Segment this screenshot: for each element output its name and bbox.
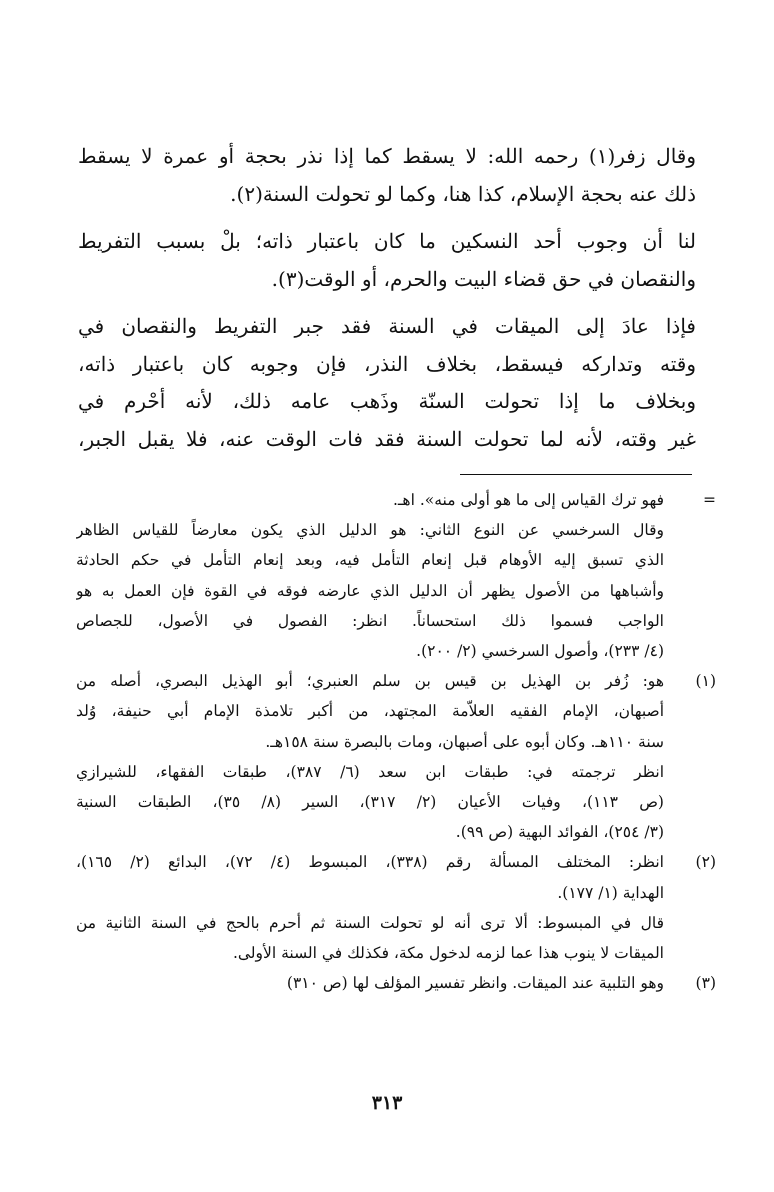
footnote-number: (٣) [695,974,716,993]
footnote-line: فهو ترك القياس إلى ما هو أولى منه». اهـ. [392,491,664,509]
footnote-line: وهو التلبية عند الميقات. وانظر تفسير المؤلف لها (ص ٣١٠) [286,974,664,993]
footnote-line: هو: زُفر بن الهذيل بن قيس بن سلم العنبري؛ أبو الهذيل البصري، أصله من [76,672,664,691]
text-line: وقته وتداركه فيسقط، بخلاف النذر، فإن وجوبه كان باعتبار ذاته، [78,351,697,376]
footnote-3 [76,968,716,998]
footnote-block [76,757,716,848]
footnote-line: الميقات لا ينوب هذا عما لزمه لدخول مكة، فكذلك في السنة الأولى. [232,944,664,963]
text-line: وقال زفر(١) رحمه الله: لا يسقط كما إذا نذر بحجة أو عمرة لا يسقط [78,144,697,168]
footnote-line: قال في المبسوط: ألا ترى أنه لو تحولت السنة ثم أحرم بالحج في السنة الثانية من [76,913,664,932]
paragraph-1 [78,138,696,213]
text-line: وبخلاف ما إذا تحولت السنّة وذَهب عامه ذلك، لأنه أحْرم في [78,389,696,413]
footnote-number: (٢) [695,853,716,872]
footnote-line: انظر ترجمته في: طبقات ابن سعد (٦/ ٣٨٧)، طبقات الفقهاء، للشيرازي [76,762,664,781]
footnote-separator [460,474,692,475]
page-number: ٣١٣ [371,1092,403,1114]
footnote-continuation [76,485,716,515]
footnote-line: وأشباهها من الأصول يظهر أن الدليل الذي عارضه فوقه في القوة فإن العمل به هو [76,581,664,600]
footnote-line: الذي تسبق إليه الأوهام قبل إنعام التأمل فيه، وبعد إنعام التأمل في حكم الحادثة [76,551,664,570]
footnote-line: انظر: المختلف المسألة رقم (٣٣٨)، المبسوط (٤/ ٧٢)، البدائع (٢/ ١٦٥)، [76,853,664,872]
paragraph-2 [78,223,696,298]
footnote-line: (٣/ ٢٥٤)، الفوائد البهية (ص ٩٩). [455,823,664,842]
footnote-line: الواجب فسموا ذلك استحساناً. انظر: الفصول في الأصول، للجصاص [76,611,664,630]
footnote-line: الهداية (١/ ١٧٧). [557,883,664,902]
footnote-line: (ص ١١٣)، وفيات الأعيان (٢/ ٣١٧)، السير (٨/ ٣٥)، الطبقات السنية [76,793,664,812]
footnote-number: = [703,491,716,509]
text-line: ذلك عنه بحجة الإسلام، كذا هنا، وكما لو تحولت السنة(٢). [230,181,696,206]
text-line: لنا أن وجوب أحد النسكين ما كان باعتبار ذاته؛ بلْ بسبب التفريط [78,229,696,253]
footnote-line: سنة ١١٠هـ. وكان أبوه على أصبهان، ومات بالبصرة سنة ١٥٨هـ. [265,732,664,751]
footnote-block [76,908,716,968]
footnote-number: (١) [695,672,716,691]
footnote-2 [76,847,716,907]
paragraph-3 [78,308,696,458]
footnote-block [76,515,716,666]
footnote-line: وقال السرخسي عن النوع الثاني: هو الدليل الذي يكون معارضاً للقياس الظاهر [76,521,664,540]
footnote-line: أصبهان، الإمام الفقيه العلاّمة المجتهد، من أكبر تلامذة الإمام أبي حنيفة، وُلد [76,702,664,721]
footnotes [76,485,716,998]
text-line: والنقصان في حق قضاء البيت والحرم، أو الوقت(٣). [271,266,696,291]
footnote-line: (٤/ ٢٣٣)، وأصول السرخسي (٢/ ٢٠٠). [416,642,664,661]
footnote-1 [76,666,716,757]
text-line: غير وقته، لأنه لما تحولت السنة فقد فات الوقت عنه، فلا يقبل الجبر، [78,426,696,451]
main-text [78,138,696,468]
text-line: فإذا عادَ إلى الميقات في السنة فقد جبر التفريط والنقصان في [78,314,696,338]
